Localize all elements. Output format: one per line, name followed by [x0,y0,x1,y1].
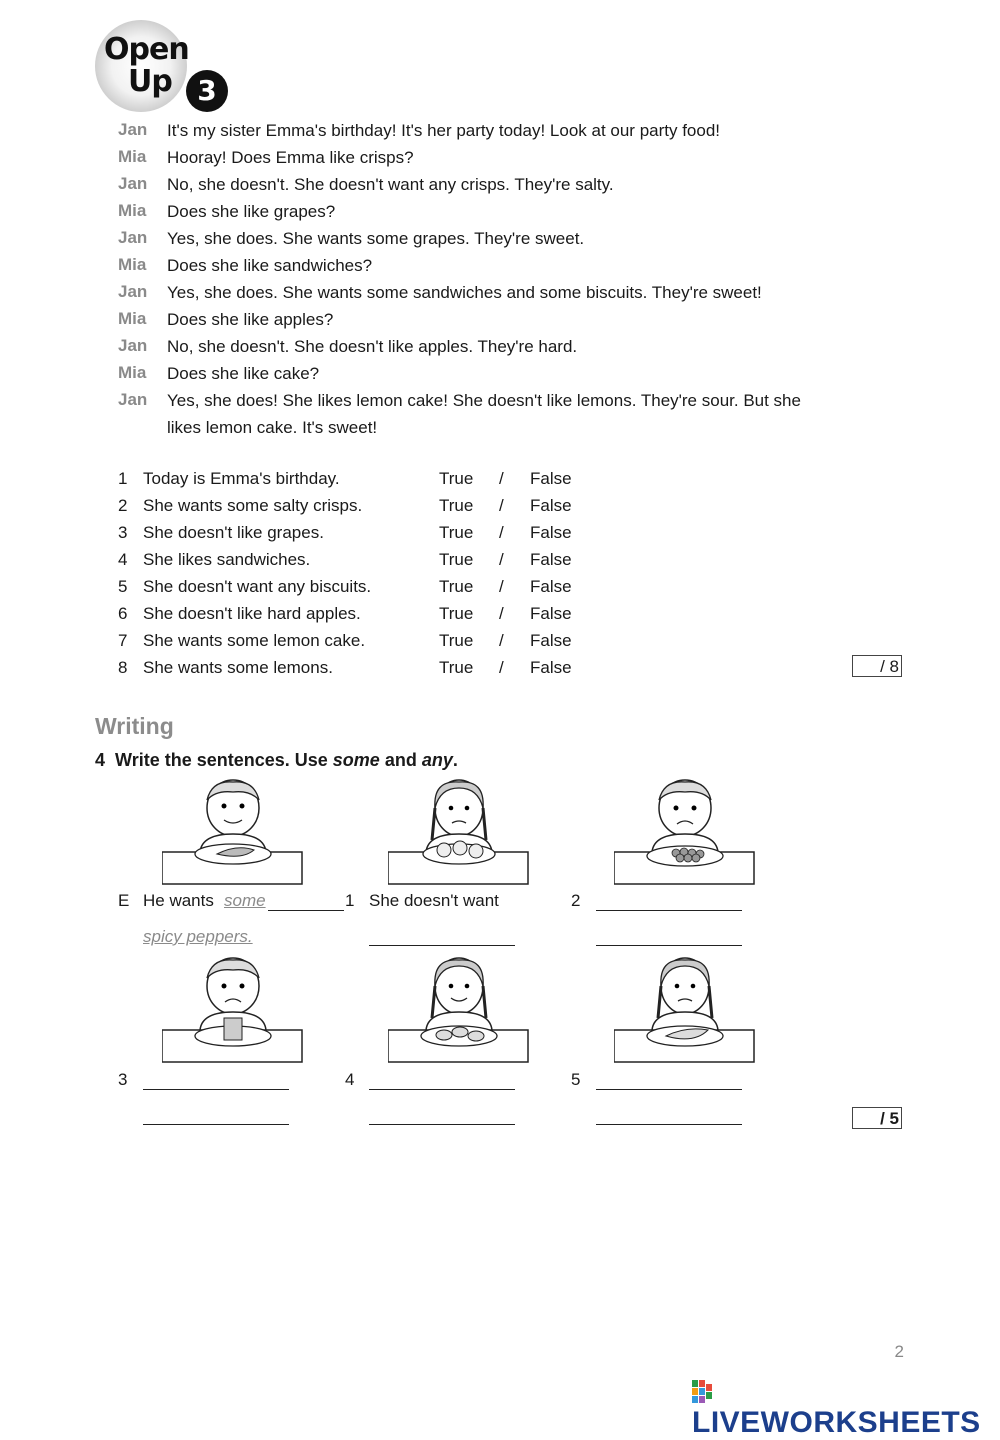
instruction-and: and [379,750,422,770]
statement-text: She doesn't like hard apples. [143,604,361,623]
false-option[interactable]: False [530,631,572,650]
statement-text: She likes sandwiches. [143,550,311,569]
example-answer-peppers: spicy peppers. [143,927,253,946]
picture-boy-grapes [614,778,756,886]
dialogue-speaker: Jan [118,174,148,193]
true-option[interactable]: True [439,523,474,542]
dialogue-line: It's my sister Emma's birthday! It's her party today! Look at our party food! [167,121,721,140]
dialogue-line: Does she like grapes? [167,202,336,221]
dialogue-line: Yes, she does. She wants some sandwiches and some biscuits. They're sweet! [167,283,762,302]
score-box-writing: / 5 [852,1107,902,1129]
statement-number: 3 [118,523,128,542]
dialogue-speaker: Mia [118,201,147,220]
logo-level-badge: 3 [186,70,228,112]
dialogue-line: Does she like apples? [167,310,334,329]
true-option[interactable]: True [439,631,474,650]
false-option[interactable]: False [530,496,572,515]
page-number: 2 [894,1342,904,1361]
liveworksheets-logo-icon [692,1378,714,1402]
picture-boy-sandwich [162,956,304,1064]
item-3-number: 3 [118,1070,128,1089]
statement-text: She wants some lemons. [143,658,333,677]
example-underline [268,910,344,911]
logo-text-open: Open [104,32,189,67]
false-option[interactable]: False [530,523,572,542]
option-separator: / [499,550,504,569]
dialogue-line: Does she like sandwiches? [167,256,373,275]
footer-brand-text: LIVEWORKSHEETS [692,1406,981,1439]
section-heading-writing: Writing [95,713,174,739]
dialogue-line: Does she like cake? [167,364,320,383]
option-separator: / [499,496,504,515]
option-separator: / [499,523,504,542]
dialogue-speaker: Mia [118,309,147,328]
score-box-reading: / 8 [852,655,902,677]
statement-number: 6 [118,604,128,623]
statement-text: She wants some salty crisps. [143,496,363,515]
item-2-answer-line-1[interactable] [596,910,742,911]
true-option[interactable]: True [439,550,474,569]
picture-girl-apples [388,778,530,886]
item-5-number: 5 [571,1070,581,1089]
false-option[interactable]: False [530,577,572,596]
item-4-number: 4 [345,1070,355,1089]
statement-number: 4 [118,550,128,569]
picture-girl-bananas [614,956,756,1064]
instruction-text: Write the sentences. Use [115,750,333,770]
statement-text: Today is Emma's birthday. [143,469,340,488]
dialogue-line: Yes, she does! She likes lemon cake! She doesn't like lemons. They're sour. But she likes lemon cake. It's sweet! [167,391,801,437]
option-separator: / [499,631,504,650]
statement-number: 1 [118,469,128,488]
true-option[interactable]: True [439,604,474,623]
instruction-4 [95,750,458,771]
dialogue-speaker: Mia [118,147,147,166]
item-4-answer-line-1[interactable] [369,1089,515,1090]
item-3-answer-line-1[interactable] [143,1089,289,1090]
statement-number: 7 [118,631,128,650]
example-answer-some: some [224,891,266,910]
statement-number: 8 [118,658,128,677]
instruction-end: . [452,750,458,770]
true-option[interactable]: True [439,658,474,677]
false-option[interactable]: False [530,550,572,569]
picture-girl-biscuits [388,956,530,1064]
statement-text: She doesn't like grapes. [143,523,324,542]
statement-number: 5 [118,577,128,596]
option-separator: / [499,577,504,596]
item-1-prefix: She doesn't want [369,891,499,910]
dialogue-line: Hooray! Does Emma like crisps? [167,148,414,167]
item-5-answer-line-2[interactable] [596,1124,742,1125]
option-separator: / [499,469,504,488]
dialogue-speaker: Jan [118,228,148,247]
example-prefix: He wants [143,891,214,910]
instruction-any: any [421,750,453,770]
false-option[interactable]: False [530,604,572,623]
dialogue-line: No, she doesn't. She doesn't like apples. They're hard. [167,337,578,356]
item-1-answer-line[interactable] [369,945,515,946]
example-label: E [118,891,130,910]
instruction-number: 4 [95,750,106,770]
option-separator: / [499,658,504,677]
item-5-answer-line-1[interactable] [596,1089,742,1090]
item-3-answer-line-2[interactable] [143,1124,289,1125]
statement-text: She wants some lemon cake. [143,631,366,650]
item-4-answer-line-2[interactable] [369,1124,515,1125]
item-1-number: 1 [345,891,355,910]
dialogue-line: Yes, she does. She wants some grapes. They're sweet. [167,229,585,248]
footer-brand [692,1372,1000,1440]
true-option[interactable]: True [439,496,474,515]
true-option[interactable]: True [439,469,474,488]
statement-number: 2 [118,496,128,515]
item-2-answer-line-2[interactable] [596,945,742,946]
dialogue-speaker: Jan [118,390,148,409]
option-separator: / [499,604,504,623]
dialogue-speaker: Jan [118,120,148,139]
true-option[interactable]: True [439,577,474,596]
item-2-number: 2 [571,891,581,910]
logo-text-up: Up [128,64,172,99]
instruction-some: some [332,750,380,770]
dialogue-speaker: Mia [118,255,147,274]
dialogue-line: No, she doesn't. She doesn't want any crisps. They're salty. [167,175,614,194]
dialogue-speaker: Mia [118,363,147,382]
statement-text: She doesn't want any biscuits. [143,577,372,596]
picture-boy-peppers [162,778,304,886]
dialogue-speaker: Jan [118,282,148,301]
false-option[interactable]: False [530,469,572,488]
dialogue-speaker: Jan [118,336,148,355]
false-option[interactable]: False [530,658,572,677]
